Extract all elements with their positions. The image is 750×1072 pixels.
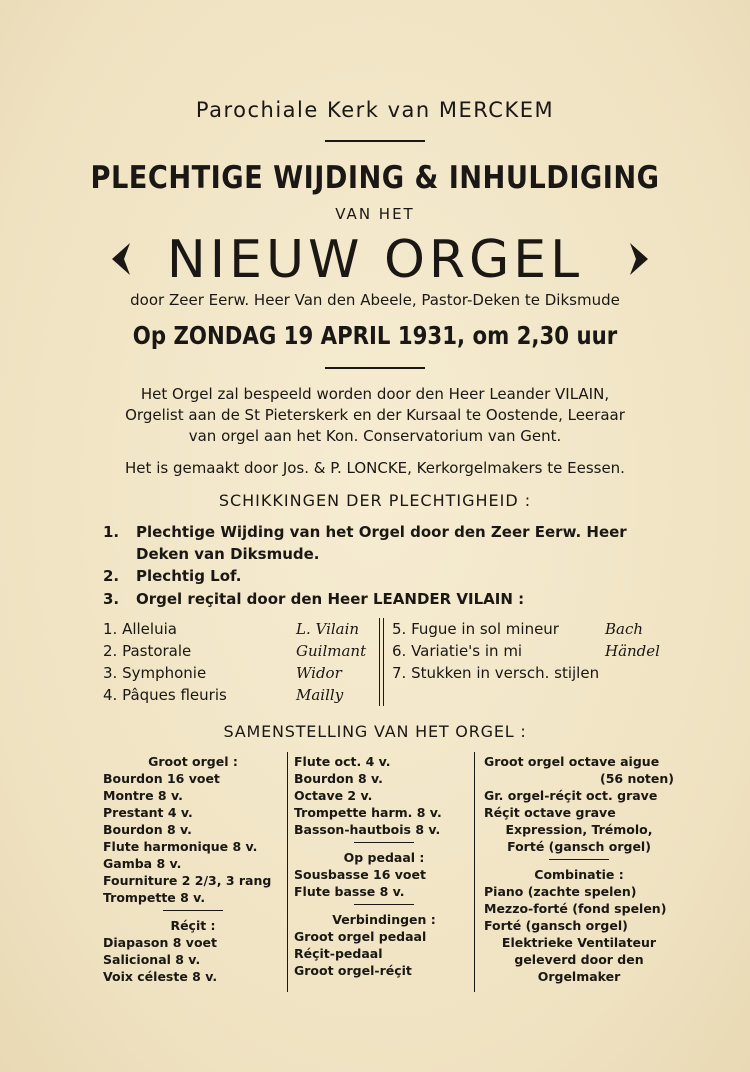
- stop-item: Voix céleste 8 v.: [103, 969, 218, 984]
- spec-divider: [549, 859, 609, 860]
- recital-composer-5: Bach: [605, 620, 644, 638]
- recital-piece-7: 7. Stukken in versch. stijlen: [392, 664, 600, 682]
- stop-item: Diapason 8 voet: [103, 935, 217, 950]
- recital-piece-1: 1. Alleluia: [103, 620, 177, 638]
- builder-line: Het is gemaakt door Jos. & P. LONCKE, Kerkorgelmakers te Eessen.: [125, 459, 625, 477]
- ventilator-line: Elektrieke Ventilateur: [501, 935, 657, 950]
- spec-column-3: [484, 753, 674, 985]
- date-line: Op ZONDAG 19 APRIL 1931, om 2,30 uur: [132, 321, 618, 350]
- church-title: Parochiale Kerk van MERCKEM: [195, 98, 555, 122]
- program-item-1: 1. Plechtige Wijding van het Orgel door den Zeer Eerw. Heer: [103, 523, 627, 541]
- program-item-2: 2. Plechtig Lof.: [103, 567, 242, 585]
- stop-item: Bourdon 8 v.: [103, 822, 192, 837]
- spec-column-2: [294, 753, 474, 979]
- event-title: PLECHTIGE WIJDING & INHULDIGING: [90, 160, 660, 196]
- combinatie-heading: Combinatie :: [534, 867, 624, 882]
- main-title: NIEUW ORGEL: [166, 230, 584, 290]
- stop-item: Fourniture 2 2/3, 3 rang: [103, 873, 272, 888]
- coupler-item: Réçit octave grave: [484, 805, 616, 820]
- recital-piece-2: 2. Pastorale: [103, 642, 192, 660]
- stop-item: Trompette harm. 8 v.: [294, 805, 442, 820]
- accessory-item: Expression, Trémolo,: [505, 822, 653, 837]
- spec-column-divider-2: [474, 752, 475, 992]
- stop-item: Réçit-pedaal: [294, 946, 383, 961]
- schikkingen-heading: SCHIKKINGEN DER PLECHTIGHEID :: [218, 491, 532, 510]
- info-line-3: van orgel aan het Kon. Conservatorium van Gent.: [188, 427, 562, 445]
- van-het-text: VAN HET: [335, 205, 415, 223]
- recital-piece-3: 3. Symphonie: [103, 664, 207, 682]
- divider-mid: [325, 367, 425, 369]
- spec-divider: [163, 910, 223, 911]
- recit-heading: Réçit :: [170, 918, 216, 933]
- stop-item: Bourdon 8 v.: [294, 771, 383, 786]
- info-line-1: Het Orgel zal bespeeld worden door den Heer Leander VILAIN,: [140, 385, 610, 403]
- spec-divider: [354, 904, 414, 905]
- verbindingen-heading: Verbindingen :: [332, 912, 436, 927]
- stop-item: Octave 2 v.: [294, 788, 373, 803]
- stop-item: Trompette 8 v.: [103, 890, 206, 905]
- spec-column-1: [103, 753, 283, 985]
- recital-divider-a: [379, 618, 380, 706]
- divider-top: [325, 140, 425, 142]
- combination-item: Forté (gansch orgel): [484, 918, 628, 933]
- spec-column-divider-1: [287, 752, 288, 992]
- pedaal-heading: Op pedaal :: [343, 850, 425, 865]
- stop-item: Groot orgel pedaal: [294, 929, 427, 944]
- stop-item: Basson-hautbois 8 v.: [294, 822, 441, 837]
- right-ornament-icon: [626, 241, 652, 277]
- recital-composer-2: Guilmant: [296, 642, 367, 660]
- samenstelling-heading: SAMENSTELLING VAN HET ORGEL :: [223, 722, 527, 741]
- groot-orgel-heading: Groot orgel :: [148, 754, 238, 769]
- coupler-item: Gr. orgel-réçit oct. grave: [484, 788, 658, 803]
- coupler-item: (56 noten): [599, 771, 674, 786]
- recital-composer-1: L. Vilain: [296, 620, 360, 638]
- recital-piece-6: 6. Variatie's in mi: [392, 642, 523, 660]
- combination-item: Piano (zachte spelen): [484, 884, 637, 899]
- info-paragraph: [0, 384, 750, 447]
- stop-item: Flute harmonique 8 v.: [103, 839, 258, 854]
- accessory-item: Forté (gansch orgel): [507, 839, 651, 854]
- ventilator-line: Orgelmaker: [537, 969, 621, 984]
- stop-item: Flute basse 8 v.: [294, 884, 405, 899]
- stop-item: Montre 8 v.: [103, 788, 183, 803]
- recital-composer-3: Widor: [296, 664, 342, 682]
- program-item-3: 3. Orgel reçital door den Heer LEANDER VILAIN :: [103, 590, 525, 608]
- info-line-2: Orgelist aan de St Pieterskerk en der Kursaal te Oostende, Leeraar: [125, 406, 625, 424]
- stop-item: Prestant 4 v.: [103, 805, 193, 820]
- coupler-item: Groot orgel octave aigue: [484, 754, 660, 769]
- spec-divider: [354, 842, 414, 843]
- ventilator-line: geleverd door den: [514, 952, 644, 967]
- stop-item: Salicional 8 v.: [103, 952, 201, 967]
- recital-piece-5: 5. Fugue in sol mineur: [392, 620, 559, 638]
- stop-item: Gamba 8 v.: [103, 856, 182, 871]
- recital-piece-4: 4. Pâques fleuris: [103, 686, 227, 704]
- program-item-1-cont: Deken van Diksmude.: [136, 545, 320, 563]
- stop-item: Bourdon 16 voet: [103, 771, 220, 786]
- officiant-line: door Zeer Eerw. Heer Van den Abeele, Pastor-Deken te Diksmude: [130, 291, 620, 309]
- recital-composer-6: Händel: [605, 642, 660, 660]
- stop-item: Sousbasse 16 voet: [294, 867, 426, 882]
- recital-divider-b: [383, 618, 384, 706]
- stop-item: Flute oct. 4 v.: [294, 754, 391, 769]
- recital-composer-4: Mailly: [296, 686, 344, 704]
- combination-item: Mezzo-forté (fond spelen): [484, 901, 667, 916]
- stop-item: Groot orgel-réçit: [294, 963, 412, 978]
